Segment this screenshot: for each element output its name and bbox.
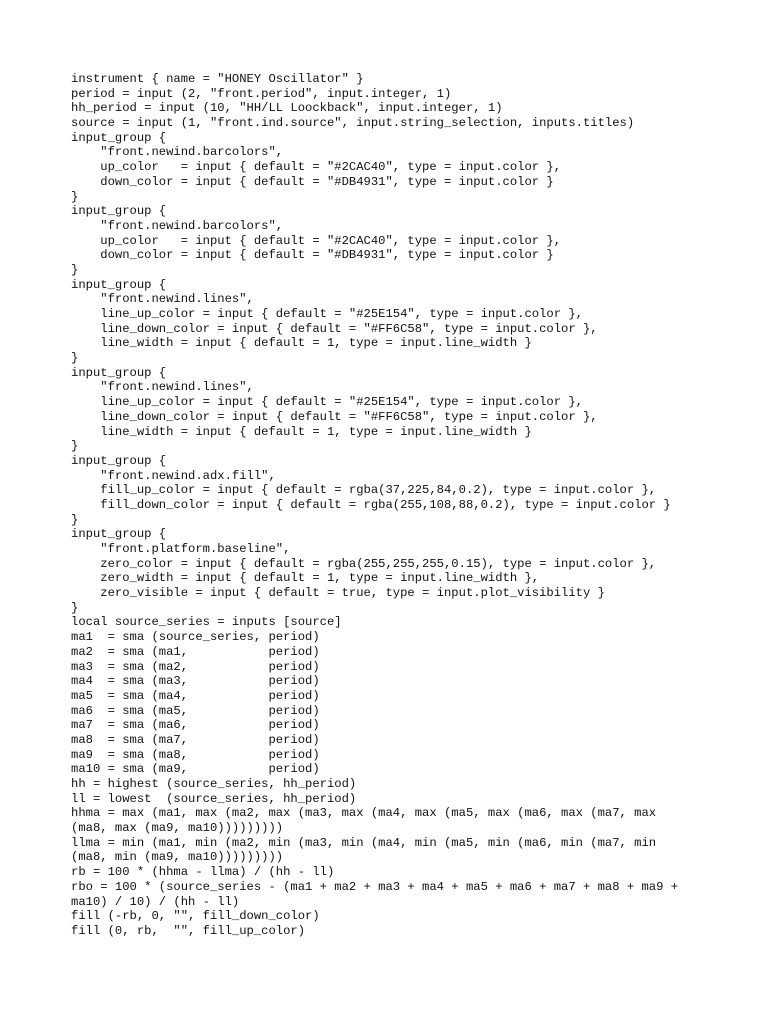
code-line: zero_visible = input { default = true, type = input.plot_visibility } — [71, 586, 605, 601]
code-line: } — [71, 439, 79, 454]
code-line: ma2 = sma (ma1, period) — [71, 644, 320, 659]
code-line: "front.newind.adx.fill", — [71, 468, 276, 483]
code-line: line_up_color = input { default = "#25E154", type = input.color }, — [71, 307, 583, 321]
code-line: local source_series = inputs [source] — [71, 615, 342, 630]
code-line: "front.newind.barcolors", — [71, 145, 284, 160]
code-line: line_down_color = input { default = "#FF6C58", type = input.color }, — [71, 321, 598, 336]
code-line: up_color = input { default = "#2CAC40", type = input.color }, — [71, 233, 562, 248]
code-line: line_down_color = input { default = "#FF6C58", type = input.color }, — [71, 409, 598, 424]
code-line: "front.newind.lines", — [71, 380, 254, 395]
code-line: ma4 = sma (ma3, period) — [71, 674, 320, 689]
code-line: input_group { — [71, 204, 167, 219]
code-line: fill (-rb, 0, "", fill_down_color) — [71, 909, 320, 924]
code-line: zero_width = input { default = 1, type = input.line_width }, — [71, 571, 540, 586]
code-listing — [71, 72, 678, 939]
code-line: rbo = 100 * (source_series - (ma1 + ma2 + ma3 + ma4 + ma5 + ma6 + ma7 + ma8 + ma9 + — [71, 879, 679, 894]
code-line: ma10) / 10) / (hh - ll) — [71, 894, 240, 909]
code-line: rb = 100 * (hhma - llma) / (hh - ll) — [71, 865, 335, 880]
code-line: fill (0, rb, "", fill_up_color) — [71, 923, 306, 938]
code-line: ma5 = sma (ma4, period) — [71, 688, 320, 703]
code-line: period = input (2, "front.period", input.integer, 1) — [71, 86, 452, 101]
code-line: ma8 = sma (ma7, period) — [71, 732, 320, 747]
code-line: input_group { — [71, 453, 167, 468]
code-line: line_width = input { default = 1, type = input.line_width } — [71, 424, 532, 439]
code-line: hh = highest (source_series, hh_period) — [71, 777, 357, 791]
code-line: ma6 = sma (ma5, period) — [71, 703, 320, 718]
code-line: line_width = input { default = 1, type = input.line_width } — [71, 336, 532, 351]
code-line: llma = min (ma1, min (ma2, min (ma3, min (ma4, min (ma5, min (ma6, min (ma7, min — [71, 835, 657, 850]
code-line: source = input (1, "front.ind.source", input.string_selection, inputs.titles) — [71, 116, 635, 131]
code-line: } — [71, 262, 79, 277]
code-line: input_group { — [71, 130, 167, 145]
code-line: } — [71, 600, 79, 615]
code-line: fill_up_color = input { default = rgba(37,225,84,0.2), type = input.color }, — [71, 483, 657, 498]
code-line: "front.platform.baseline", — [71, 542, 291, 556]
code-line: "front.newind.lines", — [71, 292, 254, 307]
code-line: "front.newind.barcolors", — [71, 218, 284, 233]
code-line: } — [71, 189, 79, 204]
code-line: up_color = input { default = "#2CAC40", type = input.color }, — [71, 160, 562, 175]
code-line: hh_period = input (10, "HH/LL Loockback", input.integer, 1) — [71, 101, 503, 116]
code-line: input_group { — [71, 277, 167, 292]
code-line: ma3 = sma (ma2, period) — [71, 659, 320, 674]
code-line: ma7 = sma (ma6, period) — [71, 718, 320, 733]
code-line: ma9 = sma (ma8, period) — [71, 747, 320, 762]
code-line: hhma = max (ma1, max (ma2, max (ma3, max (ma4, max (ma5, max (ma6, max (ma7, max — [71, 806, 657, 821]
code-line: (ma8, max (ma9, ma10))))))))) — [71, 821, 284, 836]
code-line: ll = lowest (source_series, hh_period) — [71, 791, 357, 806]
code-line: line_up_color = input { default = "#25E154", type = input.color }, — [71, 395, 583, 410]
code-line: ma10 = sma (ma9, period) — [71, 762, 320, 777]
code-line: input_group { — [71, 365, 167, 380]
code-line: (ma8, min (ma9, ma10))))))))) — [71, 850, 284, 865]
code-line: fill_down_color = input { default = rgba(255,108,88,0.2), type = input.color } — [71, 497, 671, 512]
code-line: input_group { — [71, 527, 167, 542]
code-line: down_color = input { default = "#DB4931", type = input.color } — [71, 174, 554, 189]
code-line: down_color = input { default = "#DB4931", type = input.color } — [71, 248, 554, 263]
code-line: zero_color = input { default = rgba(255,255,255,0.15), type = input.color }, — [71, 556, 657, 571]
code-line: } — [71, 512, 79, 527]
code-line: ma1 = sma (source_series, period) — [71, 630, 320, 645]
code-line: } — [71, 351, 79, 366]
code-line: instrument { name = "HONEY Oscillator" } — [71, 72, 364, 86]
